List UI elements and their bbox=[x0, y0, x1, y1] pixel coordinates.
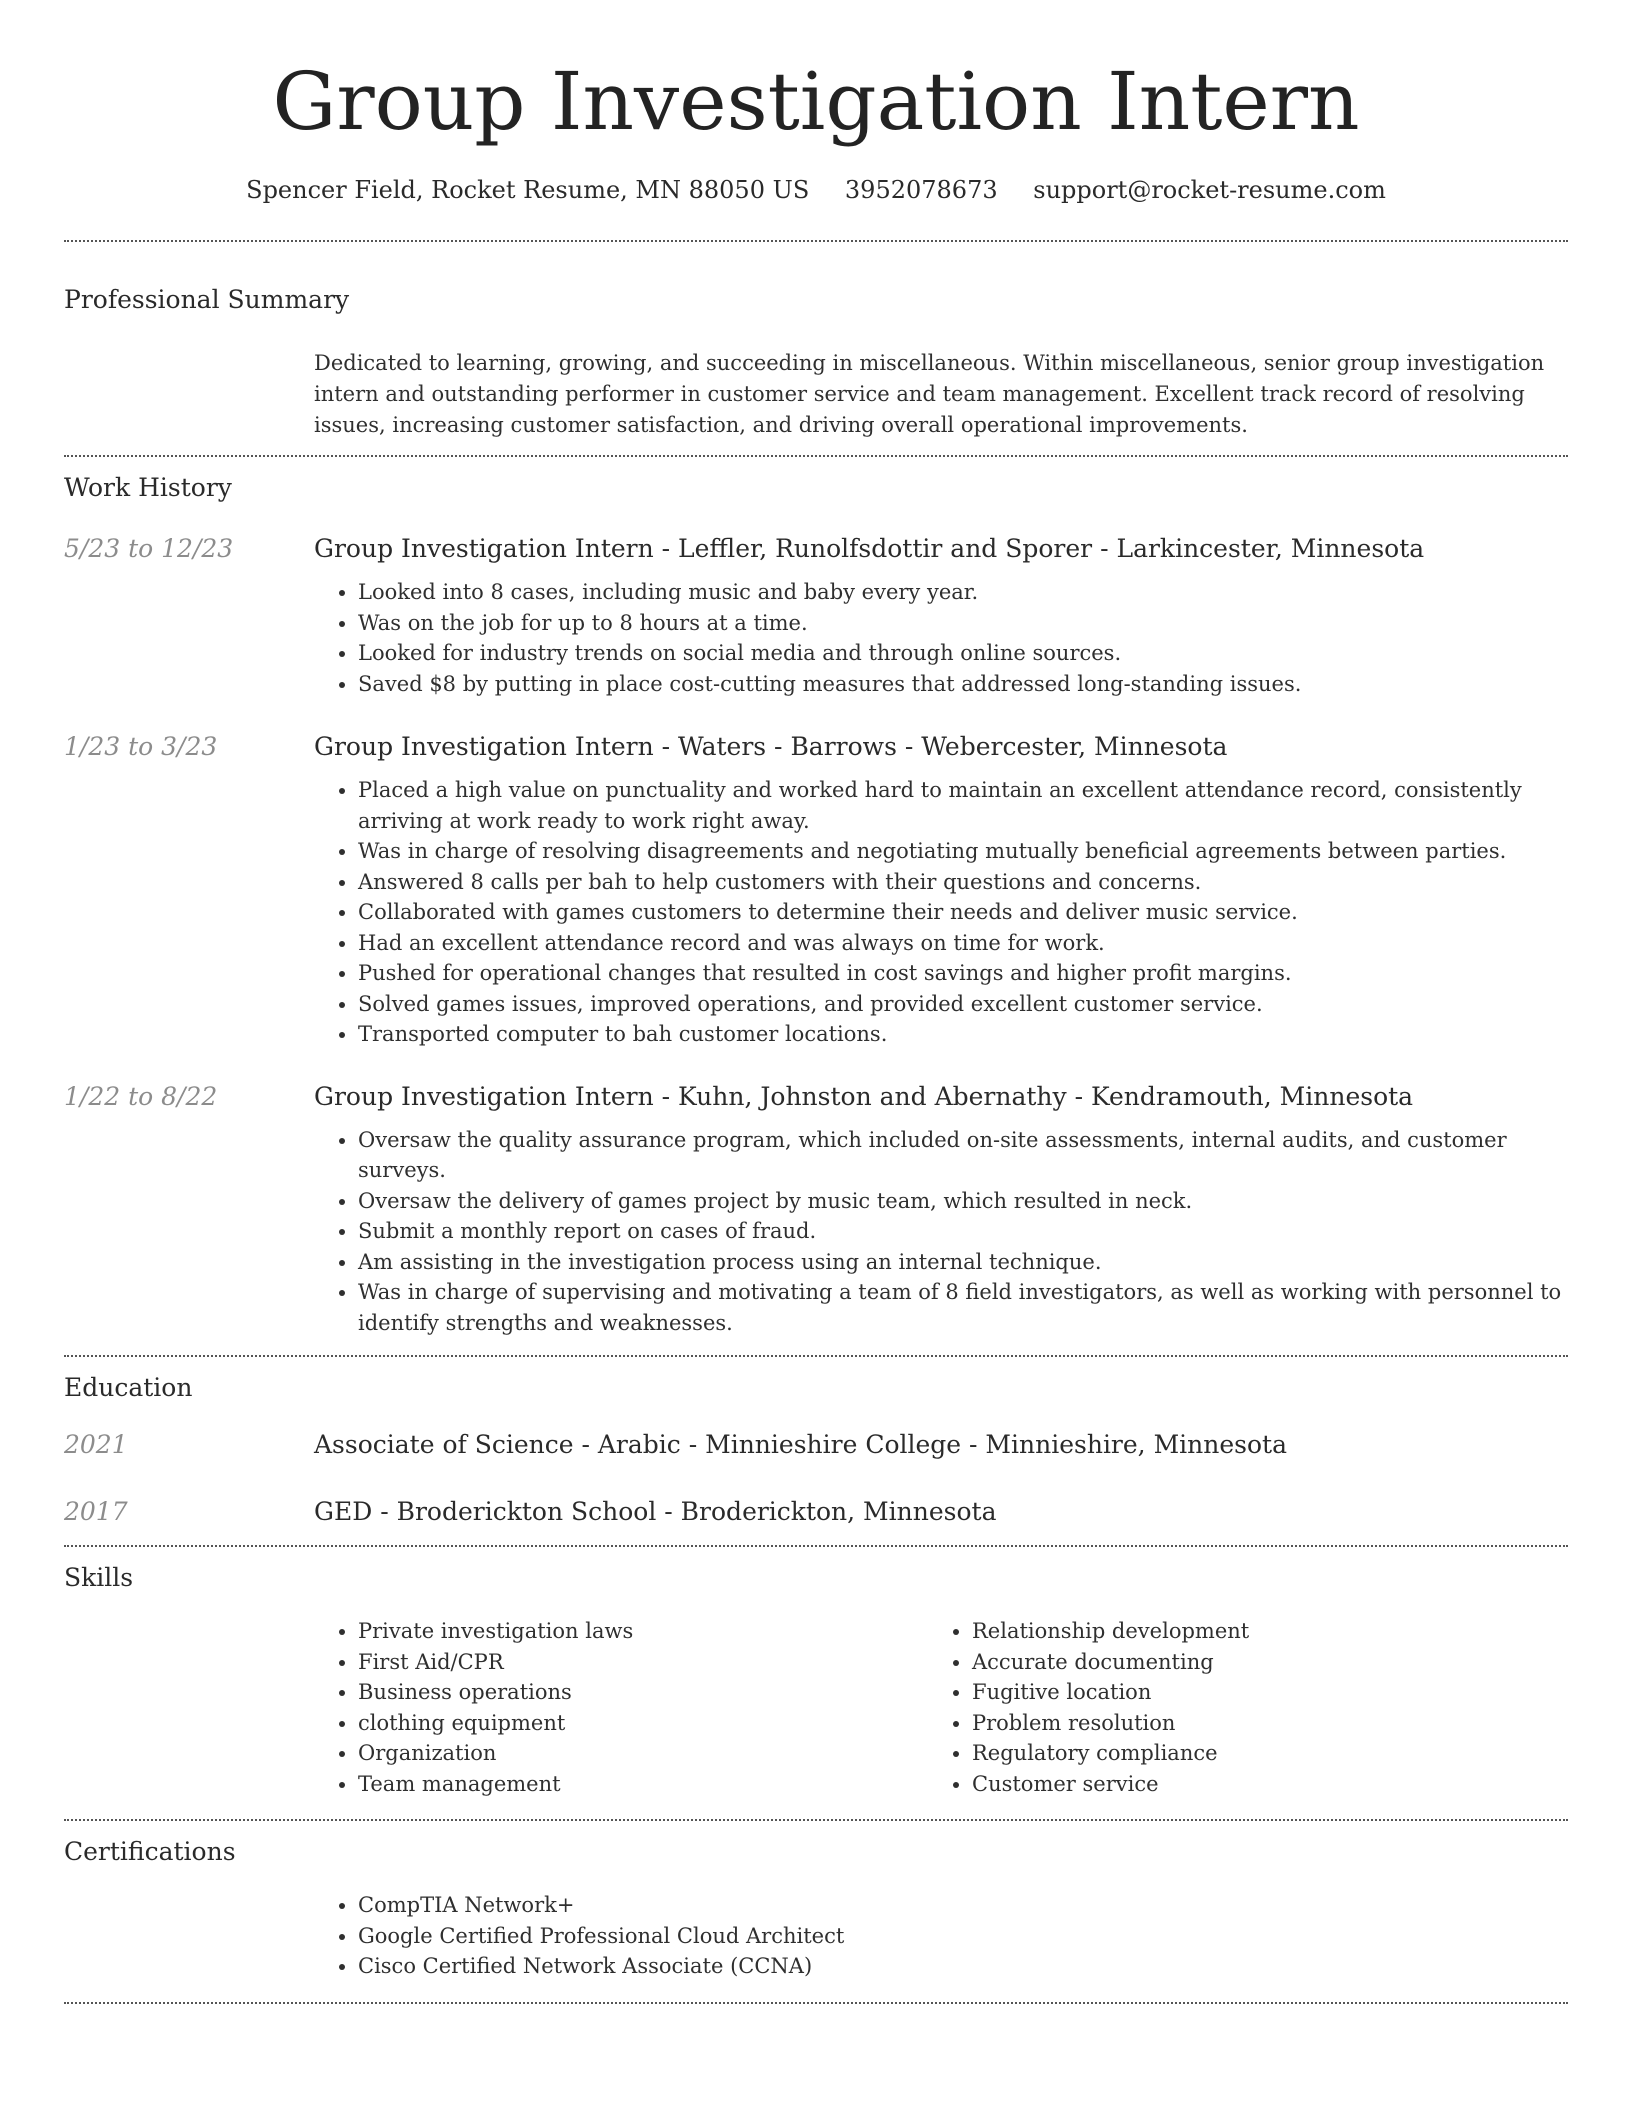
summary-text: Dedicated to learning, growing, and succeeding in miscellaneous. Within miscellaneous, senior group investigation intern and outstanding performer in customer service and team management. Excellent track record of resolving issues, increasing customer satisfaction, and driving overall operational improvements. bbox=[314, 351, 1545, 437]
job-date: 5/23 to 12/23 bbox=[64, 534, 234, 563]
job-entry bbox=[64, 729, 1568, 1050]
job-bullet: • Looked into 8 cases, including music and baby every year. bbox=[358, 577, 1568, 608]
job-bullet: • Was in charge of supervising and motivating a team of 8 field investigators, as well as working with personnel to identify strengths and weaknesses. bbox=[358, 1277, 1568, 1338]
skill-item: • Relationship development bbox=[972, 1616, 1532, 1647]
job-bullet: • Had an excellent attendance record and was always on time for work. bbox=[358, 928, 1568, 959]
job-bullet: • Was on the job for up to 8 hours at a time. bbox=[358, 608, 1568, 639]
job-bullet: • Submit a monthly report on cases of fraud. bbox=[358, 1216, 1568, 1247]
job-body bbox=[314, 729, 1568, 1050]
certifications-title: Certifications bbox=[64, 1837, 236, 1866]
skill-item: • clothing equipment bbox=[358, 1708, 928, 1739]
skills-list-left bbox=[314, 1616, 928, 1799]
skill-item: • Fugitive location bbox=[972, 1677, 1532, 1708]
section-divider bbox=[64, 240, 1568, 242]
section-divider bbox=[64, 1819, 1568, 1821]
contact-address: Spencer Field, Rocket Resume, MN 88050 US bbox=[246, 176, 810, 204]
education-heading: GED - Broderickton School - Broderickton, Minnesota bbox=[314, 1497, 997, 1526]
job-bullet: • Solved games issues, improved operations, and provided excellent customer service. bbox=[358, 989, 1568, 1020]
certification-item: • CompTIA Network+ bbox=[358, 1890, 1568, 1921]
skills-columns bbox=[314, 1616, 1568, 1799]
certifications-list bbox=[314, 1890, 1568, 1982]
job-bullets bbox=[314, 577, 1568, 699]
section-divider bbox=[64, 455, 1568, 457]
job-bullet: • Answered 8 calls per bah to help customers with their questions and concerns. bbox=[358, 867, 1568, 898]
contact-line bbox=[64, 170, 1568, 210]
certification-item: • Cisco Certified Network Associate (CCNA) bbox=[358, 1951, 1568, 1982]
contact-phone: 3952078673 bbox=[844, 176, 998, 204]
skill-item: • Business operations bbox=[358, 1677, 928, 1708]
skill-item: • Private investigation laws bbox=[358, 1616, 928, 1647]
skills-list-right bbox=[928, 1616, 1532, 1799]
education-date: 2021 bbox=[64, 1430, 128, 1459]
education-body bbox=[314, 1494, 1568, 1530]
job-bullet: • Saved $8 by putting in place cost-cutting measures that addressed long-standing issues. bbox=[358, 669, 1568, 700]
job-date: 1/23 to 3/23 bbox=[64, 732, 218, 761]
job-bullet: • Oversaw the quality assurance program, which included on-site assessments, internal audits, and customer surveys. bbox=[358, 1125, 1568, 1186]
job-date: 1/22 to 8/22 bbox=[64, 1081, 218, 1111]
certifications-block bbox=[314, 1890, 1568, 1982]
job-bullet: • Pushed for operational changes that resulted in cost savings and higher profit margins. bbox=[358, 958, 1568, 989]
job-bullet: • Transported computer to bah customer locations. bbox=[358, 1019, 1568, 1050]
job-bullets bbox=[314, 1125, 1568, 1339]
education-entry bbox=[64, 1427, 1568, 1463]
job-body bbox=[314, 1079, 1568, 1339]
job-body bbox=[314, 531, 1568, 699]
summary-title: Professional Summary bbox=[64, 285, 350, 314]
section-divider bbox=[64, 1545, 1568, 1547]
skill-item: • Organization bbox=[358, 1738, 928, 1769]
skill-item: • Problem resolution bbox=[972, 1708, 1532, 1739]
skill-item: • First Aid/CPR bbox=[358, 1647, 928, 1678]
skill-item: • Accurate documenting bbox=[972, 1647, 1532, 1678]
job-bullet: • Collaborated with games customers to determine their needs and deliver music service. bbox=[358, 897, 1568, 928]
skill-item: • Team management bbox=[358, 1769, 928, 1800]
job-entry bbox=[64, 531, 1568, 699]
skills-title: Skills bbox=[64, 1563, 134, 1592]
section-divider bbox=[64, 1355, 1568, 1357]
job-entry bbox=[64, 1079, 1568, 1339]
job-heading: Group Investigation Intern - Leffler, Runolfsdottir and Sporer - Larkincester, Minnesota bbox=[314, 534, 1425, 563]
education-title: Education bbox=[64, 1373, 193, 1402]
job-heading: Group Investigation Intern - Kuhn, Johnston and Abernathy - Kendramouth, Minnesota bbox=[314, 1081, 1414, 1111]
education-body bbox=[314, 1427, 1568, 1463]
education-heading: Associate of Science - Arabic - Minnieshire College - Minnieshire, Minnesota bbox=[314, 1430, 1287, 1459]
work-history-title: Work History bbox=[64, 473, 232, 502]
skill-item: • Customer service bbox=[972, 1769, 1532, 1800]
job-bullet: • Placed a high value on punctuality and worked hard to maintain an excellent attendance record, consistently arriving at work ready to work right away. bbox=[358, 775, 1568, 836]
job-bullet: • Was in charge of resolving disagreements and negotiating mutually beneficial agreements between parties. bbox=[358, 836, 1568, 867]
job-bullet: • Oversaw the delivery of games project by music team, which resulted in neck. bbox=[358, 1186, 1568, 1217]
job-bullet: • Looked for industry trends on social media and through online sources. bbox=[358, 638, 1568, 669]
education-entry bbox=[64, 1494, 1568, 1530]
resume-name: Group Investigation Intern bbox=[272, 55, 1360, 148]
job-bullets bbox=[314, 775, 1568, 1050]
section-divider bbox=[64, 2002, 1568, 2004]
contact-email: support@rocket-resume.com bbox=[1033, 176, 1386, 204]
education-date: 2017 bbox=[64, 1497, 128, 1526]
skill-item: • Regulatory compliance bbox=[972, 1738, 1532, 1769]
certification-item: • Google Certified Professional Cloud Architect bbox=[358, 1921, 1568, 1952]
job-bullet: • Am assisting in the investigation process using an internal technique. bbox=[358, 1247, 1568, 1278]
job-heading: Group Investigation Intern - Waters - Barrows - Webercester, Minnesota bbox=[314, 732, 1228, 761]
